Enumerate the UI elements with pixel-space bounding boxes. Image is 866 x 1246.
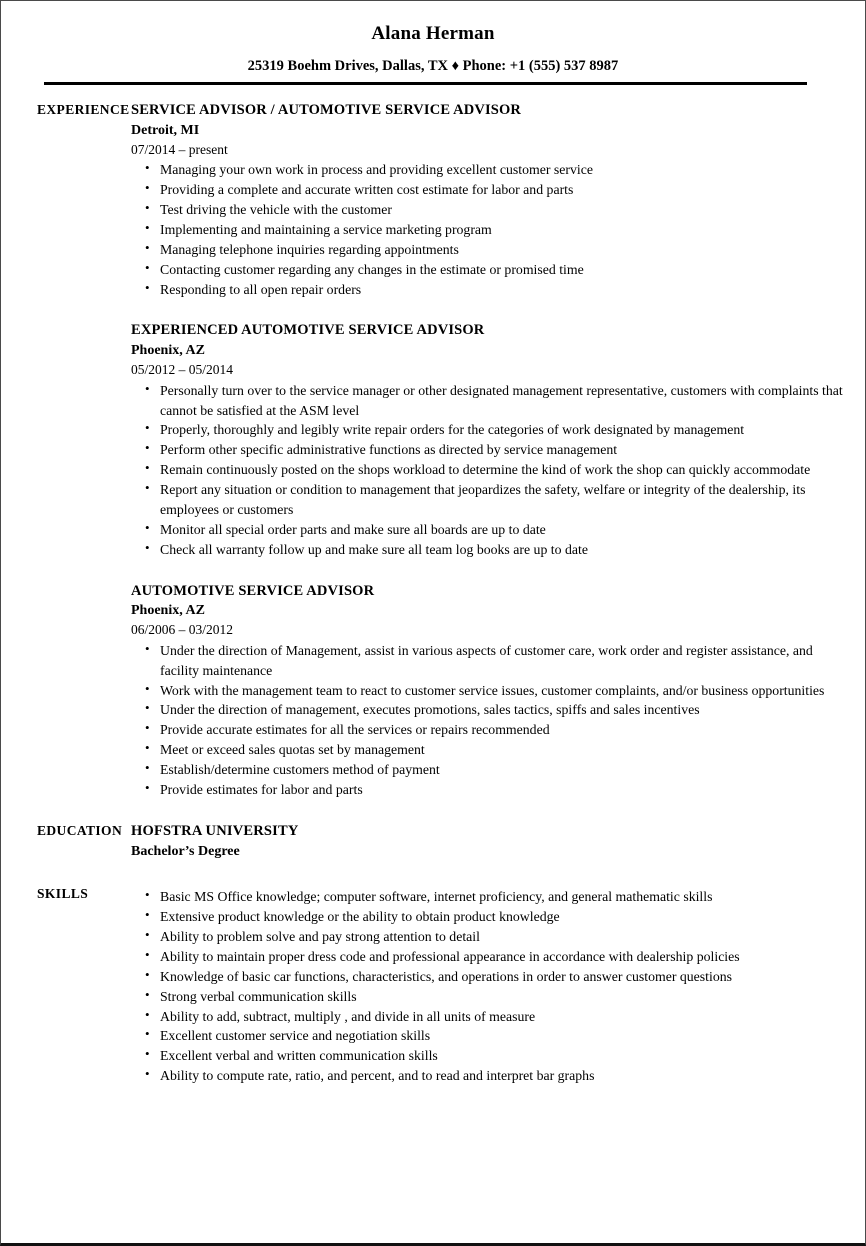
skills-bullet-list <box>131 887 849 1086</box>
candidate-name: Alana Herman <box>371 23 495 44</box>
experience-entry <box>131 321 849 559</box>
section-label-education: EDUCATION <box>37 822 123 838</box>
job-bullet: • Provide accurate estimates for all the services or repairs recommended <box>131 720 849 740</box>
section-education <box>1 822 865 862</box>
job-location: Phoenix, AZ <box>131 343 205 359</box>
job-bullet: • Monitor all special order parts and make sure all boards are up to date <box>131 520 849 540</box>
job-bullet: • Contacting customer regarding any changes in the estimate or promised time <box>131 260 849 280</box>
job-bullet: • Establish/determine customers method of payment <box>131 760 849 780</box>
resume-body <box>1 85 865 1086</box>
job-bullet-list <box>131 160 849 299</box>
skill-bullet: • Ability to compute rate, ratio, and percent, and to read and interpret bar graphs <box>131 1066 849 1086</box>
section-experience <box>1 101 865 799</box>
job-bullet: • Implementing and maintaining a service marketing program <box>131 220 849 240</box>
job-title: SERVICE ADVISOR / AUTOMOTIVE SERVICE ADVISOR <box>131 102 522 119</box>
job-bullet: • Meet or exceed sales quotas set by management <box>131 740 849 760</box>
education-school: HOFSTRA UNIVERSITY <box>131 822 299 839</box>
skill-bullet: • Excellent customer service and negotiation skills <box>131 1026 849 1046</box>
resume-header <box>1 1 865 75</box>
skill-bullet: • Ability to maintain proper dress code and professional appearance in accordance with dealership policies <box>131 947 849 967</box>
experience-entries <box>131 101 865 799</box>
education-degree: Bachelor’s Degree <box>131 843 240 859</box>
job-bullet: • Report any situation or condition to management that jeopardizes the safety, welfare or integrity of the dealership, its employees or customers <box>131 480 849 520</box>
section-skills <box>1 885 865 1086</box>
job-bullet: • Managing telephone inquiries regarding appointments <box>131 240 849 260</box>
job-bullet: • Under the direction of management, executes promotions, sales tactics, spiffs and sales incentives <box>131 700 849 720</box>
experience-entry <box>131 101 849 299</box>
job-bullet: • Work with the management team to react to customer service issues, customer complaints, and/or business opportunities <box>131 681 849 701</box>
section-label-skills: SKILLS <box>37 886 89 902</box>
job-bullet-list <box>131 381 849 560</box>
job-bullet: • Properly, thoroughly and legibly write repair orders for the categories of work designated by management <box>131 420 849 440</box>
job-title: EXPERIENCED AUTOMOTIVE SERVICE ADVISOR <box>131 322 485 339</box>
job-bullet: • Personally turn over to the service manager or other designated management representative, customers with complaints that cannot be satisfied at the ASM level <box>131 381 849 421</box>
job-bullet: • Provide estimates for labor and parts <box>131 780 849 800</box>
skill-bullet: • Ability to problem solve and pay strong attention to detail <box>131 927 849 947</box>
experience-entry <box>131 582 849 800</box>
skills-entries <box>131 885 865 1086</box>
job-bullet: • Managing your own work in process and providing excellent customer service <box>131 160 849 180</box>
job-dates: 07/2014 – present <box>131 141 228 157</box>
skill-bullet: • Excellent verbal and written communication skills <box>131 1046 849 1066</box>
skill-bullet: • Knowledge of basic car functions, characteristics, and operations in order to answer customer questions <box>131 967 849 987</box>
job-bullet: • Providing a complete and accurate written cost estimate for labor and parts <box>131 180 849 200</box>
job-location: Detroit, MI <box>131 123 200 139</box>
job-bullet-list <box>131 641 849 800</box>
job-bullet: • Perform other specific administrative functions as directed by service management <box>131 440 849 460</box>
job-dates: 05/2012 – 05/2014 <box>131 362 234 378</box>
job-location: Phoenix, AZ <box>131 603 205 619</box>
job-bullet: • Remain continuously posted on the shops workload to determine the kind of work the shop can quickly accommodate <box>131 460 849 480</box>
job-bullet: • Test driving the vehicle with the customer <box>131 200 849 220</box>
skill-bullet: • Strong verbal communication skills <box>131 987 849 1007</box>
education-entry <box>131 822 865 862</box>
candidate-contact-line: 25319 Boehm Drives, Dallas, TX ♦ Phone: +1 (555) 537 8987 <box>247 57 619 74</box>
job-title: AUTOMOTIVE SERVICE ADVISOR <box>131 582 375 599</box>
job-bullet: • Under the direction of Management, assist in various aspects of customer care, work order and register assistance, and facility maintenance <box>131 641 849 681</box>
skill-bullet: • Ability to add, subtract, multiply , and divide in all units of measure <box>131 1007 849 1027</box>
job-dates: 06/2006 – 03/2012 <box>131 622 234 638</box>
skill-bullet: • Basic MS Office knowledge; computer software, internet proficiency, and general mathematic skills <box>131 887 849 907</box>
skill-bullet: • Extensive product knowledge or the ability to obtain product knowledge <box>131 907 849 927</box>
job-bullet: • Responding to all open repair orders <box>131 280 849 300</box>
section-label-experience: EXPERIENCE <box>37 102 130 118</box>
job-bullet: • Check all warranty follow up and make sure all team log books are up to date <box>131 540 849 560</box>
